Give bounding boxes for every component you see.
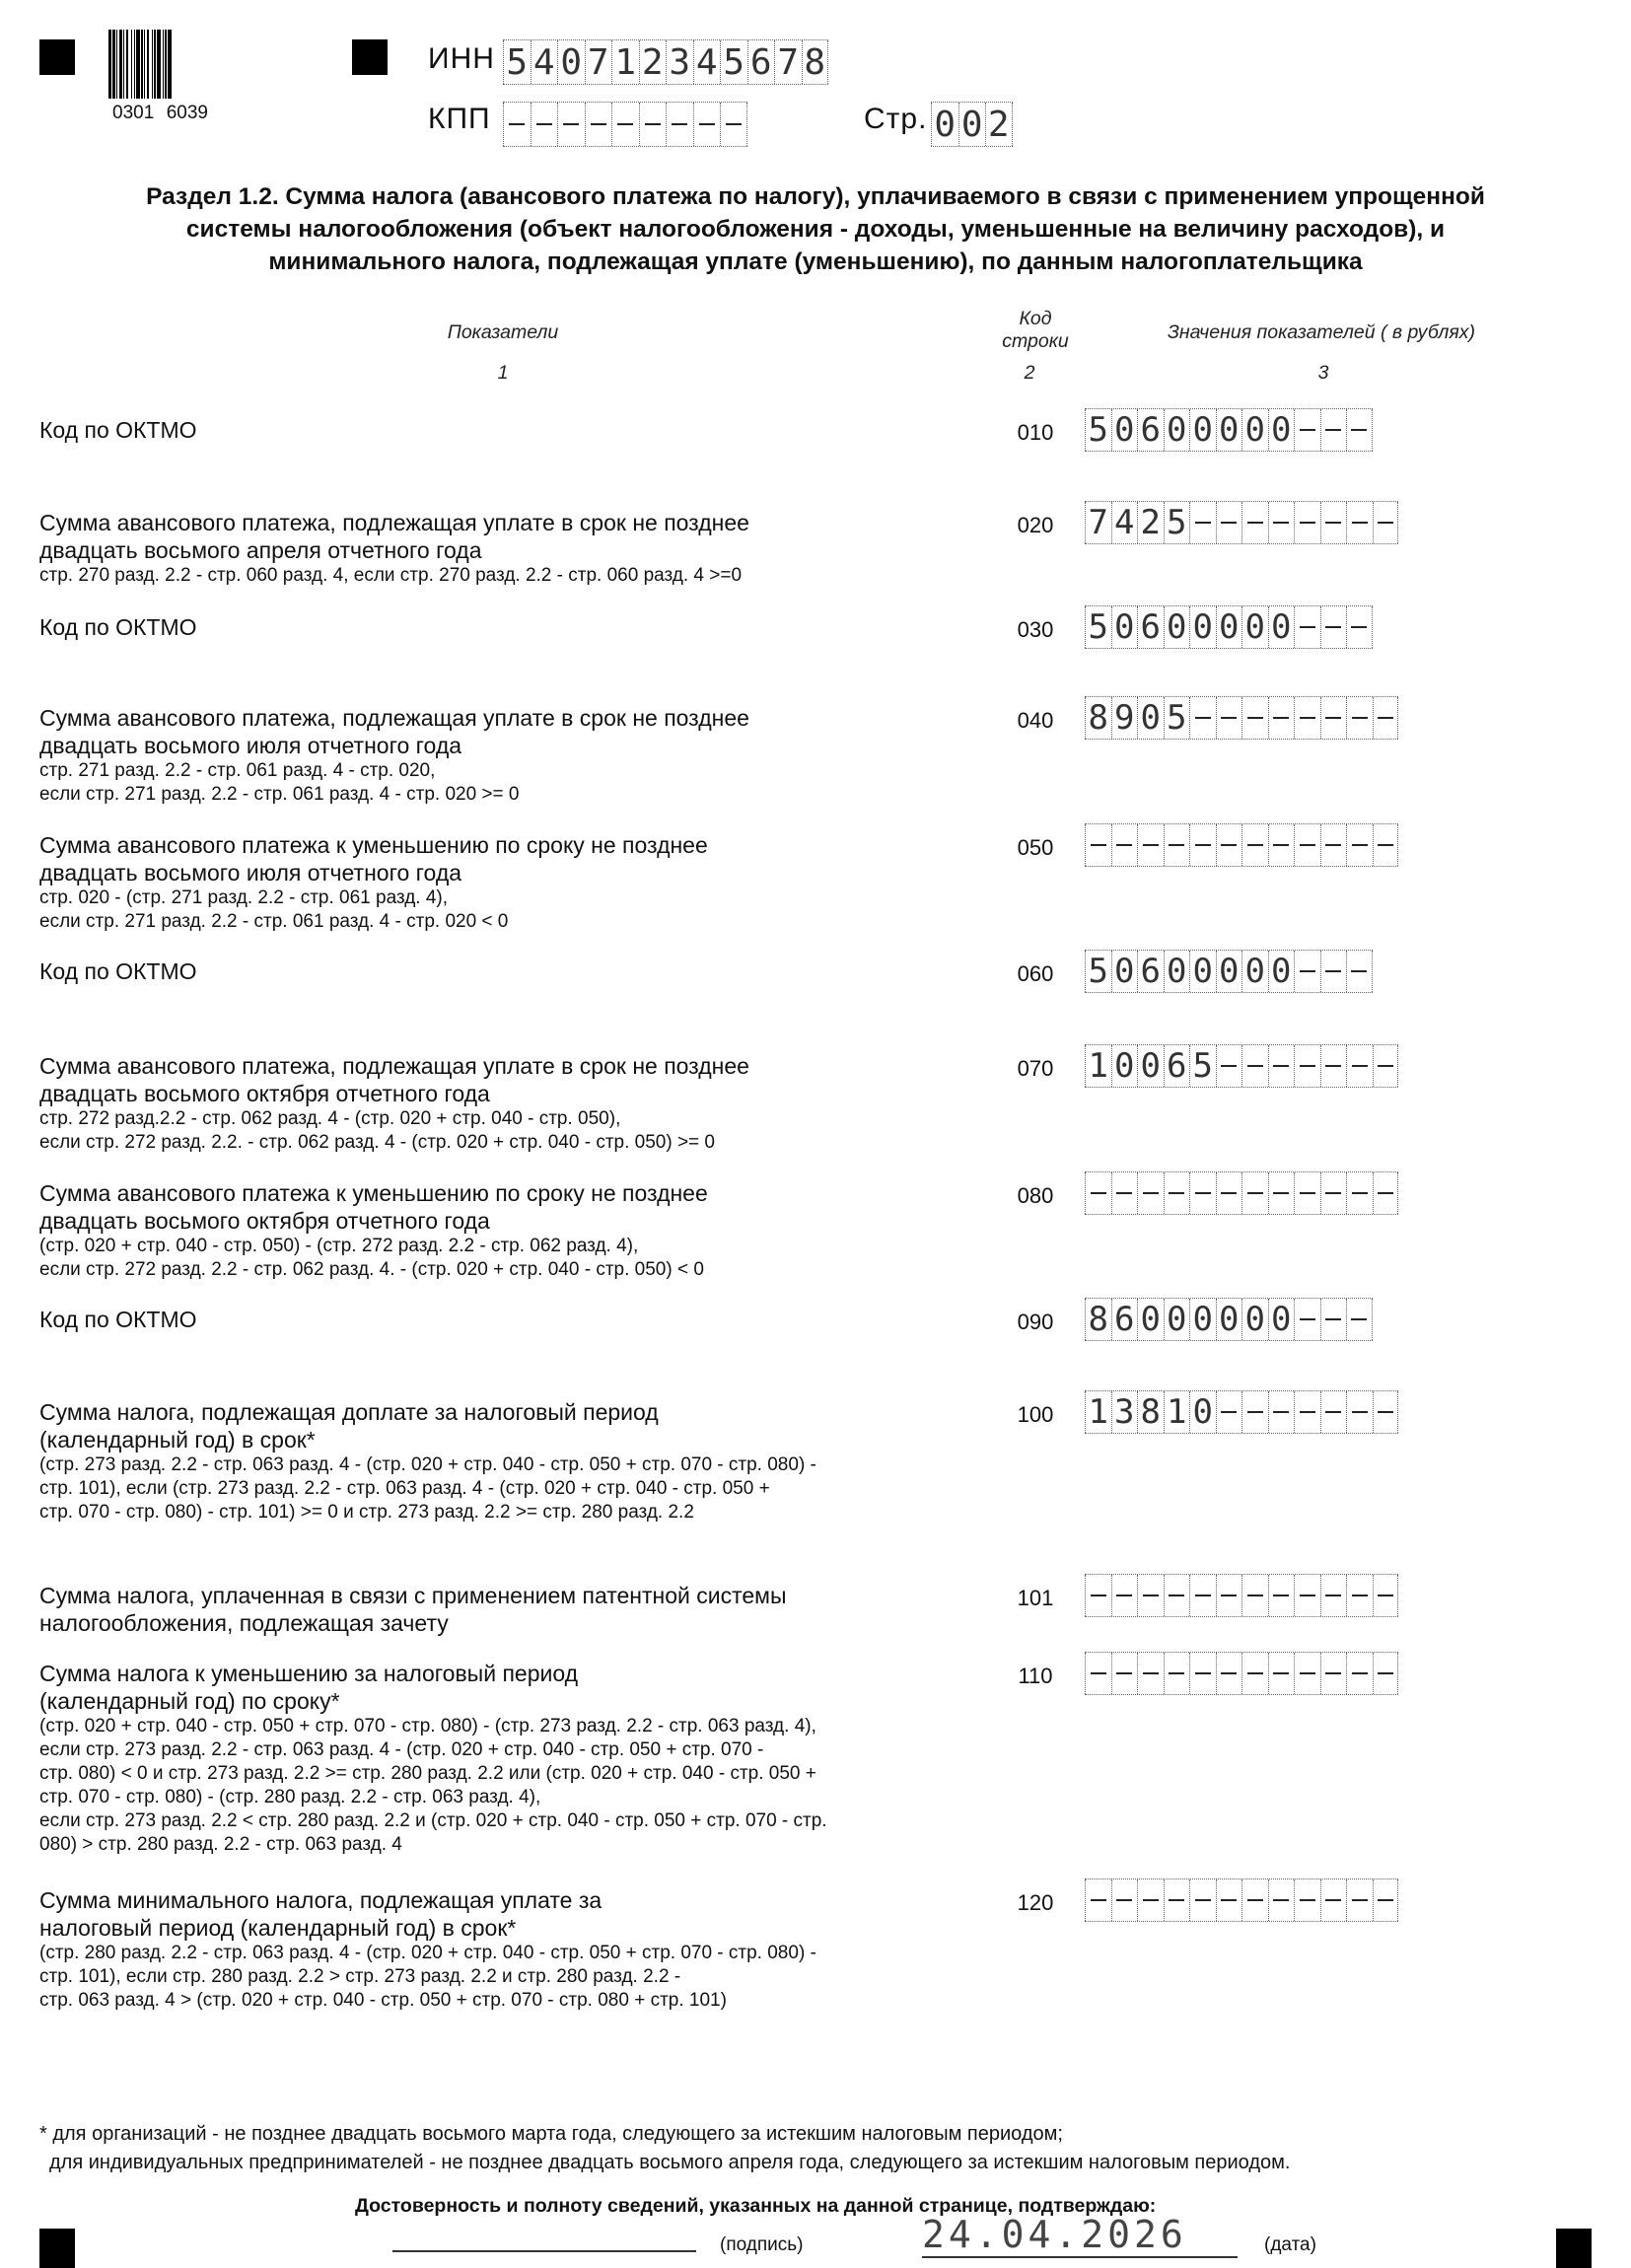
kpp-digit-cell xyxy=(639,103,667,146)
kpp-digit-cell xyxy=(666,103,693,146)
value-cell: 0 xyxy=(1241,409,1268,451)
value-field-070[interactable] xyxy=(1085,1044,1398,1088)
inn-label: ИНН xyxy=(428,42,495,75)
value-cell: 0 xyxy=(1241,1299,1268,1340)
indicator-main-line: двадцать восьмого июля отчетного года xyxy=(39,860,462,886)
value-cell xyxy=(1346,1879,1373,1921)
value-cell xyxy=(1294,606,1320,648)
indicator-row-text xyxy=(39,1886,816,2013)
indicator-main-line: двадцать восьмого октября отчетного года xyxy=(39,1208,490,1234)
indicator-row-text xyxy=(39,957,197,985)
inn-digit-cell: 4 xyxy=(531,40,558,84)
barcode-digits xyxy=(108,103,212,124)
inn-digit-cell: 5 xyxy=(503,40,531,84)
value-cell xyxy=(1189,824,1216,866)
kpp-digit-cell xyxy=(503,103,531,146)
value-cell: 0 xyxy=(1216,951,1242,992)
value-cell xyxy=(1320,951,1347,992)
value-cell: 0 xyxy=(1137,1045,1164,1087)
value-cell xyxy=(1111,824,1138,866)
value-cell: 0 xyxy=(1137,697,1164,739)
value-cell xyxy=(1320,606,1347,648)
indicator-formula-line: 080) > стр. 280 разд. 2.2 - стр. 063 разд. 4 xyxy=(39,1834,402,1855)
line-code-120: 120 xyxy=(1017,1890,1054,1915)
value-cell xyxy=(1268,1045,1295,1087)
value-field-080[interactable] xyxy=(1085,1171,1398,1215)
value-cell xyxy=(1216,502,1242,543)
value-cell: 5 xyxy=(1164,697,1190,739)
value-cell xyxy=(1085,1879,1111,1921)
value-cell xyxy=(1189,1879,1216,1921)
value-cell xyxy=(1268,697,1295,739)
column-header-values: Значения показателей ( в рублях) xyxy=(1167,321,1476,343)
barcode-bar xyxy=(168,30,171,99)
indicator-row-text xyxy=(39,1582,787,1637)
inn-digit-cell: 0 xyxy=(557,40,585,84)
value-cell xyxy=(1320,409,1347,451)
value-cell xyxy=(1346,824,1373,866)
indicator-formula-line: стр. 101), если стр. 280 разд. 2.2 > стр. 273 разд. 2.2 и стр. 280 разд. 2.2 - xyxy=(39,1966,681,1987)
value-cell xyxy=(1137,1172,1164,1214)
indicator-row-text xyxy=(39,1052,749,1155)
value-cell xyxy=(1241,1172,1268,1214)
value-cell xyxy=(1111,1879,1138,1921)
inn-digit-cell: 7 xyxy=(774,40,802,84)
indicator-main-line: Код по ОКТМО xyxy=(39,417,197,443)
value-cell xyxy=(1268,1391,1295,1433)
value-cell: 1 xyxy=(1085,1391,1111,1433)
indicator-formula-line: если стр. 271 разд. 2.2 - стр. 061 разд. 4 - стр. 020 < 0 xyxy=(39,911,509,932)
indicator-main-line: Сумма авансового платежа к уменьшению по сроку не позднее xyxy=(39,1180,708,1206)
indicator-row-text xyxy=(39,831,708,934)
value-cell: 5 xyxy=(1189,1045,1216,1087)
value-cell: 0 xyxy=(1111,951,1138,992)
value-cell xyxy=(1241,1575,1268,1616)
value-cell: 6 xyxy=(1137,951,1164,992)
column-header-indicators: Показатели xyxy=(447,321,559,343)
value-field-100[interactable] xyxy=(1085,1390,1398,1434)
value-cell xyxy=(1294,1172,1320,1214)
value-cell: 6 xyxy=(1137,409,1164,451)
value-cell xyxy=(1241,1653,1268,1694)
page-number-field[interactable] xyxy=(931,102,1013,147)
indicator-row-text xyxy=(39,1306,197,1333)
indicator-row-text xyxy=(39,1398,816,1524)
line-code-090: 090 xyxy=(1017,1310,1054,1334)
line-code-050: 050 xyxy=(1017,835,1054,860)
value-cell: 5 xyxy=(1085,606,1111,648)
value-field-101[interactable] xyxy=(1085,1574,1398,1617)
value-cell xyxy=(1216,824,1242,866)
inn-digit-cell: 8 xyxy=(802,40,829,84)
value-cell xyxy=(1320,1045,1347,1087)
indicator-formula-line: если стр. 272 разд. 2.2. - стр. 062 разд. 4 - (стр. 020 + стр. 040 - стр. 050) >= 0 xyxy=(39,1132,715,1153)
indicator-main-line: Код по ОКТМО xyxy=(39,614,197,640)
value-cell xyxy=(1241,697,1268,739)
value-cell xyxy=(1216,697,1242,739)
line-code-010: 010 xyxy=(1017,420,1054,445)
value-cell xyxy=(1294,697,1320,739)
footnote-line-1: * для организаций - не позднее двадцать восьмого марта года, следующего за истекшим налоговым периодом; xyxy=(39,2123,1063,2145)
indicator-main-line: Сумма минимального налога, подлежащая уплате за xyxy=(39,1887,603,1913)
indicator-main-line: двадцать восьмого октября отчетного года xyxy=(39,1081,490,1106)
value-cell xyxy=(1294,502,1320,543)
column-header-code-line-2: строки xyxy=(1002,330,1069,352)
value-cell xyxy=(1189,1172,1216,1214)
indicator-formula-line: (стр. 273 разд. 2.2 - стр. 063 разд. 4 - (стр. 020 + стр. 040 - стр. 050 + стр. 070 - стр. 080) - xyxy=(39,1454,816,1475)
line-code-080: 080 xyxy=(1017,1183,1054,1208)
value-cell xyxy=(1137,1575,1164,1616)
value-cell: 6 xyxy=(1137,606,1164,648)
kpp-digit-cell xyxy=(611,103,639,146)
value-cell xyxy=(1294,1575,1320,1616)
footnote xyxy=(39,2120,1290,2177)
kpp-digit-cell xyxy=(720,103,747,146)
indicator-formula-line: если стр. 272 разд. 2.2 - стр. 062 разд. 4. - (стр. 020 + стр. 040 - стр. 050) < 0 xyxy=(39,1259,704,1280)
value-cell xyxy=(1320,1172,1347,1214)
value-cell xyxy=(1111,1172,1138,1214)
indicator-main-line: Сумма авансового платежа, подлежащая уплате в срок не позднее xyxy=(39,1053,749,1079)
indicator-row-text xyxy=(39,704,749,807)
inn-digit-cell: 2 xyxy=(639,40,667,84)
value-cell xyxy=(1268,1575,1295,1616)
kpp-digit-cell xyxy=(557,103,585,146)
indicator-row-text xyxy=(39,613,197,641)
indicator-main-line: двадцать восьмого апреля отчетного года xyxy=(39,537,482,563)
value-cell xyxy=(1373,502,1399,543)
value-cell: 0 xyxy=(1268,951,1295,992)
value-cell: 0 xyxy=(1189,409,1216,451)
value-cell: 0 xyxy=(1241,606,1268,648)
barcode xyxy=(108,30,212,123)
value-field-060[interactable] xyxy=(1085,950,1373,993)
value-cell xyxy=(1241,1391,1268,1433)
line-code-100: 100 xyxy=(1017,1402,1054,1427)
value-field-010[interactable] xyxy=(1085,408,1373,452)
value-cell xyxy=(1346,951,1373,992)
indicator-formula-line: стр. 101), если (стр. 273 разд. 2.2 - стр. 063 разд. 4 - (стр. 020 + стр. 040 - стр. 050 + xyxy=(39,1478,770,1499)
value-cell: 0 xyxy=(1164,951,1190,992)
indicator-main-line: Сумма налога, подлежащая доплате за налоговый период xyxy=(39,1399,659,1425)
value-cell xyxy=(1320,502,1347,543)
inn-digit-cell: 3 xyxy=(666,40,693,84)
value-cell xyxy=(1346,1045,1373,1087)
value-cell: 0 xyxy=(1216,1299,1242,1340)
value-cell xyxy=(1164,824,1190,866)
date-underline xyxy=(922,2256,1238,2258)
value-cell: 0 xyxy=(1189,1391,1216,1433)
value-cell xyxy=(1241,502,1268,543)
line-code-101: 101 xyxy=(1017,1586,1054,1610)
indicator-main-line: (календарный год) в срок* xyxy=(39,1427,316,1453)
value-cell: 0 xyxy=(1164,606,1190,648)
date-label: (дата) xyxy=(1264,2234,1316,2255)
line-code-070: 070 xyxy=(1017,1056,1054,1081)
value-cell xyxy=(1268,502,1295,543)
value-cell xyxy=(1085,1653,1111,1694)
column-number-3: 3 xyxy=(1317,362,1329,384)
value-cell xyxy=(1373,1653,1399,1694)
indicator-formula-line: стр. 270 разд. 2.2 - стр. 060 разд. 4, если стр. 270 разд. 2.2 - стр. 060 разд. 4 >=0 xyxy=(39,565,743,586)
section-title-line-1: Раздел 1.2. Сумма налога (авансового платежа по налогу), уплачиваемого в связи с применением упрощенной xyxy=(146,183,1485,210)
line-code-040: 040 xyxy=(1017,708,1054,733)
value-cell: 6 xyxy=(1164,1045,1190,1087)
value-cell: 8 xyxy=(1137,1391,1164,1433)
indicator-formula-line: если стр. 273 разд. 2.2 - стр. 063 разд. 4 - (стр. 020 + стр. 040 - стр. 050 + стр. 070 - xyxy=(39,1739,764,1760)
indicator-formula-line: (стр. 020 + стр. 040 - стр. 050) - (стр. 272 разд. 2.2 - стр. 062 разд. 4), xyxy=(39,1236,639,1256)
value-cell: 6 xyxy=(1111,1299,1138,1340)
value-cell xyxy=(1189,697,1216,739)
value-cell: 7 xyxy=(1085,502,1111,543)
kpp-digit-cell xyxy=(531,103,558,146)
inn-digit-cell: 7 xyxy=(585,40,612,84)
corner-marker-bottom-right xyxy=(1556,2229,1592,2268)
barcode-left-digits: 0301 xyxy=(112,103,155,123)
signature-field[interactable] xyxy=(392,2250,696,2252)
value-cell xyxy=(1346,697,1373,739)
indicator-formula-line: стр. 020 - (стр. 271 разд. 2.2 - стр. 061 разд. 4), xyxy=(39,887,449,908)
value-cell xyxy=(1164,1575,1190,1616)
indicator-formula-line: если стр. 273 разд. 2.2 < стр. 280 разд. 2.2 и (стр. 020 + стр. 040 - стр. 050 + стр. 070 - стр. xyxy=(39,1810,827,1831)
value-field-110[interactable] xyxy=(1085,1652,1398,1695)
value-cell xyxy=(1111,1575,1138,1616)
value-cell xyxy=(1189,1653,1216,1694)
indicator-main-line: Сумма налога, уплаченная в связи с применением патентной системы xyxy=(39,1583,787,1608)
column-number-1: 1 xyxy=(497,362,509,384)
column-header-code-line-1: Код xyxy=(1019,308,1052,329)
kpp-digit-cell xyxy=(693,103,721,146)
value-cell: 3 xyxy=(1111,1391,1138,1433)
value-cell xyxy=(1346,502,1373,543)
indicator-formula-line: (стр. 280 разд. 2.2 - стр. 063 разд. 4 - (стр. 020 + стр. 040 - стр. 050 + стр. 070 - стр. 080) - xyxy=(39,1943,816,1963)
value-field-030[interactable] xyxy=(1085,605,1373,649)
corner-marker-top-left xyxy=(39,39,75,75)
value-cell: 0 xyxy=(1268,606,1295,648)
inn-digit-cell: 1 xyxy=(611,40,639,84)
value-cell xyxy=(1189,1575,1216,1616)
kpp-label: КПП xyxy=(428,103,491,135)
value-cell xyxy=(1373,1391,1399,1433)
value-cell: 0 xyxy=(1111,409,1138,451)
value-cell xyxy=(1216,1575,1242,1616)
indicator-formula-line: стр. 070 - стр. 080) - (стр. 280 разд. 2.2 - стр. 063 разд. 4), xyxy=(39,1787,541,1807)
value-cell: 0 xyxy=(1189,951,1216,992)
footnote-line-2: для индивидуальных предпринимателей - не позднее двадцать восьмого апреля года, следующего за истекшим налоговым периодом. xyxy=(49,2152,1291,2173)
confirmation-text: Достоверность и полноту сведений, указанных на данной странице, подтверждаю: xyxy=(355,2195,1157,2217)
value-cell xyxy=(1216,1391,1242,1433)
column-header-code xyxy=(976,308,1095,353)
value-cell: 0 xyxy=(1111,606,1138,648)
inn-digit-cell: 5 xyxy=(720,40,747,84)
value-cell: 9 xyxy=(1111,697,1138,739)
value-cell xyxy=(1320,824,1347,866)
line-code-060: 060 xyxy=(1017,961,1054,986)
line-code-020: 020 xyxy=(1017,513,1054,537)
value-cell: 0 xyxy=(1216,606,1242,648)
indicator-main-line: Сумма авансового платежа, подлежащая уплате в срок не позднее xyxy=(39,705,749,731)
indicator-main-line: Код по ОКТМО xyxy=(39,1307,197,1332)
value-field-120[interactable] xyxy=(1085,1878,1398,1922)
value-cell: 0 xyxy=(1268,409,1295,451)
value-cell: 0 xyxy=(1111,1045,1138,1087)
value-cell xyxy=(1320,1879,1347,1921)
page-digit-cell: 2 xyxy=(985,103,1013,146)
value-cell xyxy=(1294,1391,1320,1433)
value-cell xyxy=(1373,1045,1399,1087)
section-title-line-3: минимального налога, подлежащая уплате (уменьшению), по данным налогоплательщика xyxy=(268,248,1363,275)
value-cell xyxy=(1111,1653,1138,1694)
value-cell: 0 xyxy=(1164,409,1190,451)
value-cell: 0 xyxy=(1189,1299,1216,1340)
value-cell: 4 xyxy=(1111,502,1138,543)
barcode-right-digits: 6039 xyxy=(166,103,208,123)
value-cell xyxy=(1241,824,1268,866)
value-cell xyxy=(1164,1653,1190,1694)
value-cell xyxy=(1346,1172,1373,1214)
indicator-formula-line: стр. 070 - стр. 080) - стр. 101) >= 0 и стр. 273 разд. 2.2 >= стр. 280 разд. 2.2 xyxy=(39,1502,694,1523)
corner-marker-top-right xyxy=(352,39,388,75)
inn-digit-cell: 6 xyxy=(747,40,775,84)
value-cell xyxy=(1268,1879,1295,1921)
date-field[interactable]: 24.04.2026 xyxy=(922,2213,1187,2256)
indicator-main-line: Сумма авансового платежа к уменьшению по сроку не позднее xyxy=(39,832,708,858)
line-code-110: 110 xyxy=(1018,1664,1053,1688)
barcode-bars xyxy=(108,30,212,99)
value-cell xyxy=(1085,824,1111,866)
value-cell: 0 xyxy=(1241,951,1268,992)
value-cell xyxy=(1294,1045,1320,1087)
value-cell xyxy=(1320,1391,1347,1433)
value-cell: 5 xyxy=(1164,502,1190,543)
page-digit-cell: 0 xyxy=(931,103,958,146)
value-cell xyxy=(1373,1575,1399,1616)
value-cell: 0 xyxy=(1164,1299,1190,1340)
value-cell xyxy=(1294,409,1320,451)
value-cell: 0 xyxy=(1268,1299,1295,1340)
value-cell xyxy=(1320,1299,1347,1340)
value-cell xyxy=(1268,1653,1295,1694)
corner-marker-bottom-left xyxy=(39,2229,75,2268)
value-cell: 0 xyxy=(1137,1299,1164,1340)
value-cell xyxy=(1164,1879,1190,1921)
indicator-row-text xyxy=(39,416,197,444)
value-cell xyxy=(1373,824,1399,866)
value-cell xyxy=(1216,1653,1242,1694)
value-cell xyxy=(1294,1299,1320,1340)
indicator-formula-line: стр. 063 разд. 4 > (стр. 020 + стр. 040 - стр. 050 + стр. 070 - стр. 080 + стр. 101) xyxy=(39,1990,727,2011)
value-cell xyxy=(1137,1879,1164,1921)
value-cell xyxy=(1346,1299,1373,1340)
kpp-field[interactable] xyxy=(503,102,747,147)
value-cell xyxy=(1268,1172,1295,1214)
value-cell: 8 xyxy=(1085,697,1111,739)
value-cell xyxy=(1164,1172,1190,1214)
value-cell xyxy=(1137,824,1164,866)
value-cell: 5 xyxy=(1085,951,1111,992)
indicator-main-line: налоговый период (календарный год) в срок* xyxy=(39,1915,517,1941)
value-cell xyxy=(1241,1045,1268,1087)
value-cell: 0 xyxy=(1216,409,1242,451)
value-cell: 1 xyxy=(1164,1391,1190,1433)
value-cell xyxy=(1346,606,1373,648)
value-cell xyxy=(1241,1879,1268,1921)
value-cell xyxy=(1373,1172,1399,1214)
value-cell: 0 xyxy=(1189,606,1216,648)
inn-field[interactable] xyxy=(503,39,828,85)
indicator-main-line: налогообложения, подлежащая зачету xyxy=(39,1610,449,1636)
value-cell xyxy=(1137,1653,1164,1694)
value-cell: 5 xyxy=(1085,409,1111,451)
indicator-row-text xyxy=(39,509,749,588)
value-cell xyxy=(1373,697,1399,739)
value-cell xyxy=(1216,1172,1242,1214)
value-field-050[interactable] xyxy=(1085,823,1398,867)
value-cell xyxy=(1320,1653,1347,1694)
value-cell xyxy=(1216,1879,1242,1921)
inn-digit-cell: 4 xyxy=(693,40,721,84)
value-cell xyxy=(1216,1045,1242,1087)
value-cell xyxy=(1268,824,1295,866)
indicator-row-text xyxy=(39,1660,827,1857)
page-digit-cell: 0 xyxy=(958,103,986,146)
indicator-main-line: (календарный год) по сроку* xyxy=(39,1688,340,1714)
value-cell xyxy=(1189,502,1216,543)
indicator-formula-line: стр. 271 разд. 2.2 - стр. 061 разд. 4 - стр. 020, xyxy=(39,760,436,781)
section-title xyxy=(39,180,1592,278)
value-cell xyxy=(1085,1575,1111,1616)
value-cell: 2 xyxy=(1137,502,1164,543)
value-cell xyxy=(1373,1879,1399,1921)
value-cell: 8 xyxy=(1085,1299,1111,1340)
value-cell xyxy=(1346,1391,1373,1433)
page-label: Стр. xyxy=(864,103,928,135)
value-cell xyxy=(1346,1575,1373,1616)
value-cell xyxy=(1085,1172,1111,1214)
value-cell xyxy=(1320,1575,1347,1616)
signature-label: (подпись) xyxy=(720,2234,804,2255)
kpp-digit-cell xyxy=(585,103,612,146)
indicator-main-line: Код по ОКТМО xyxy=(39,958,197,984)
indicator-formula-line: (стр. 020 + стр. 040 - стр. 050 + стр. 070 - стр. 080) - (стр. 273 разд. 2.2 - стр. 063 разд. 4), xyxy=(39,1716,816,1736)
value-cell xyxy=(1294,1653,1320,1694)
indicator-main-line: Сумма налога к уменьшению за налоговый период xyxy=(39,1661,579,1686)
value-cell xyxy=(1294,824,1320,866)
value-cell xyxy=(1294,1879,1320,1921)
indicator-main-line: Сумма авансового платежа, подлежащая уплате в срок не позднее xyxy=(39,510,749,535)
indicator-row-text xyxy=(39,1179,708,1282)
value-cell xyxy=(1346,1653,1373,1694)
value-cell xyxy=(1346,409,1373,451)
value-cell xyxy=(1320,697,1347,739)
indicator-formula-line: стр. 272 разд.2.2 - стр. 062 разд. 4 - (стр. 020 + стр. 040 - стр. 050), xyxy=(39,1108,621,1129)
value-field-040[interactable] xyxy=(1085,696,1398,740)
indicator-formula-line: если стр. 271 разд. 2.2 - стр. 061 разд. 4 - стр. 020 >= 0 xyxy=(39,784,520,805)
column-number-2: 2 xyxy=(1024,362,1035,384)
section-title-line-2: системы налогообложения (объект налогообложения - доходы, уменьшенные на величину расходов), и xyxy=(185,216,1446,243)
indicator-formula-line: стр. 080) < 0 и стр. 273 разд. 2.2 >= стр. 280 разд. 2.2 или (стр. 020 + стр. 040 - стр. 050 + xyxy=(39,1763,816,1784)
value-field-020[interactable] xyxy=(1085,501,1398,544)
value-field-090[interactable] xyxy=(1085,1298,1373,1341)
value-cell xyxy=(1294,951,1320,992)
value-cell: 1 xyxy=(1085,1045,1111,1087)
line-code-030: 030 xyxy=(1017,617,1054,642)
indicator-main-line: двадцать восьмого июля отчетного года xyxy=(39,733,462,758)
